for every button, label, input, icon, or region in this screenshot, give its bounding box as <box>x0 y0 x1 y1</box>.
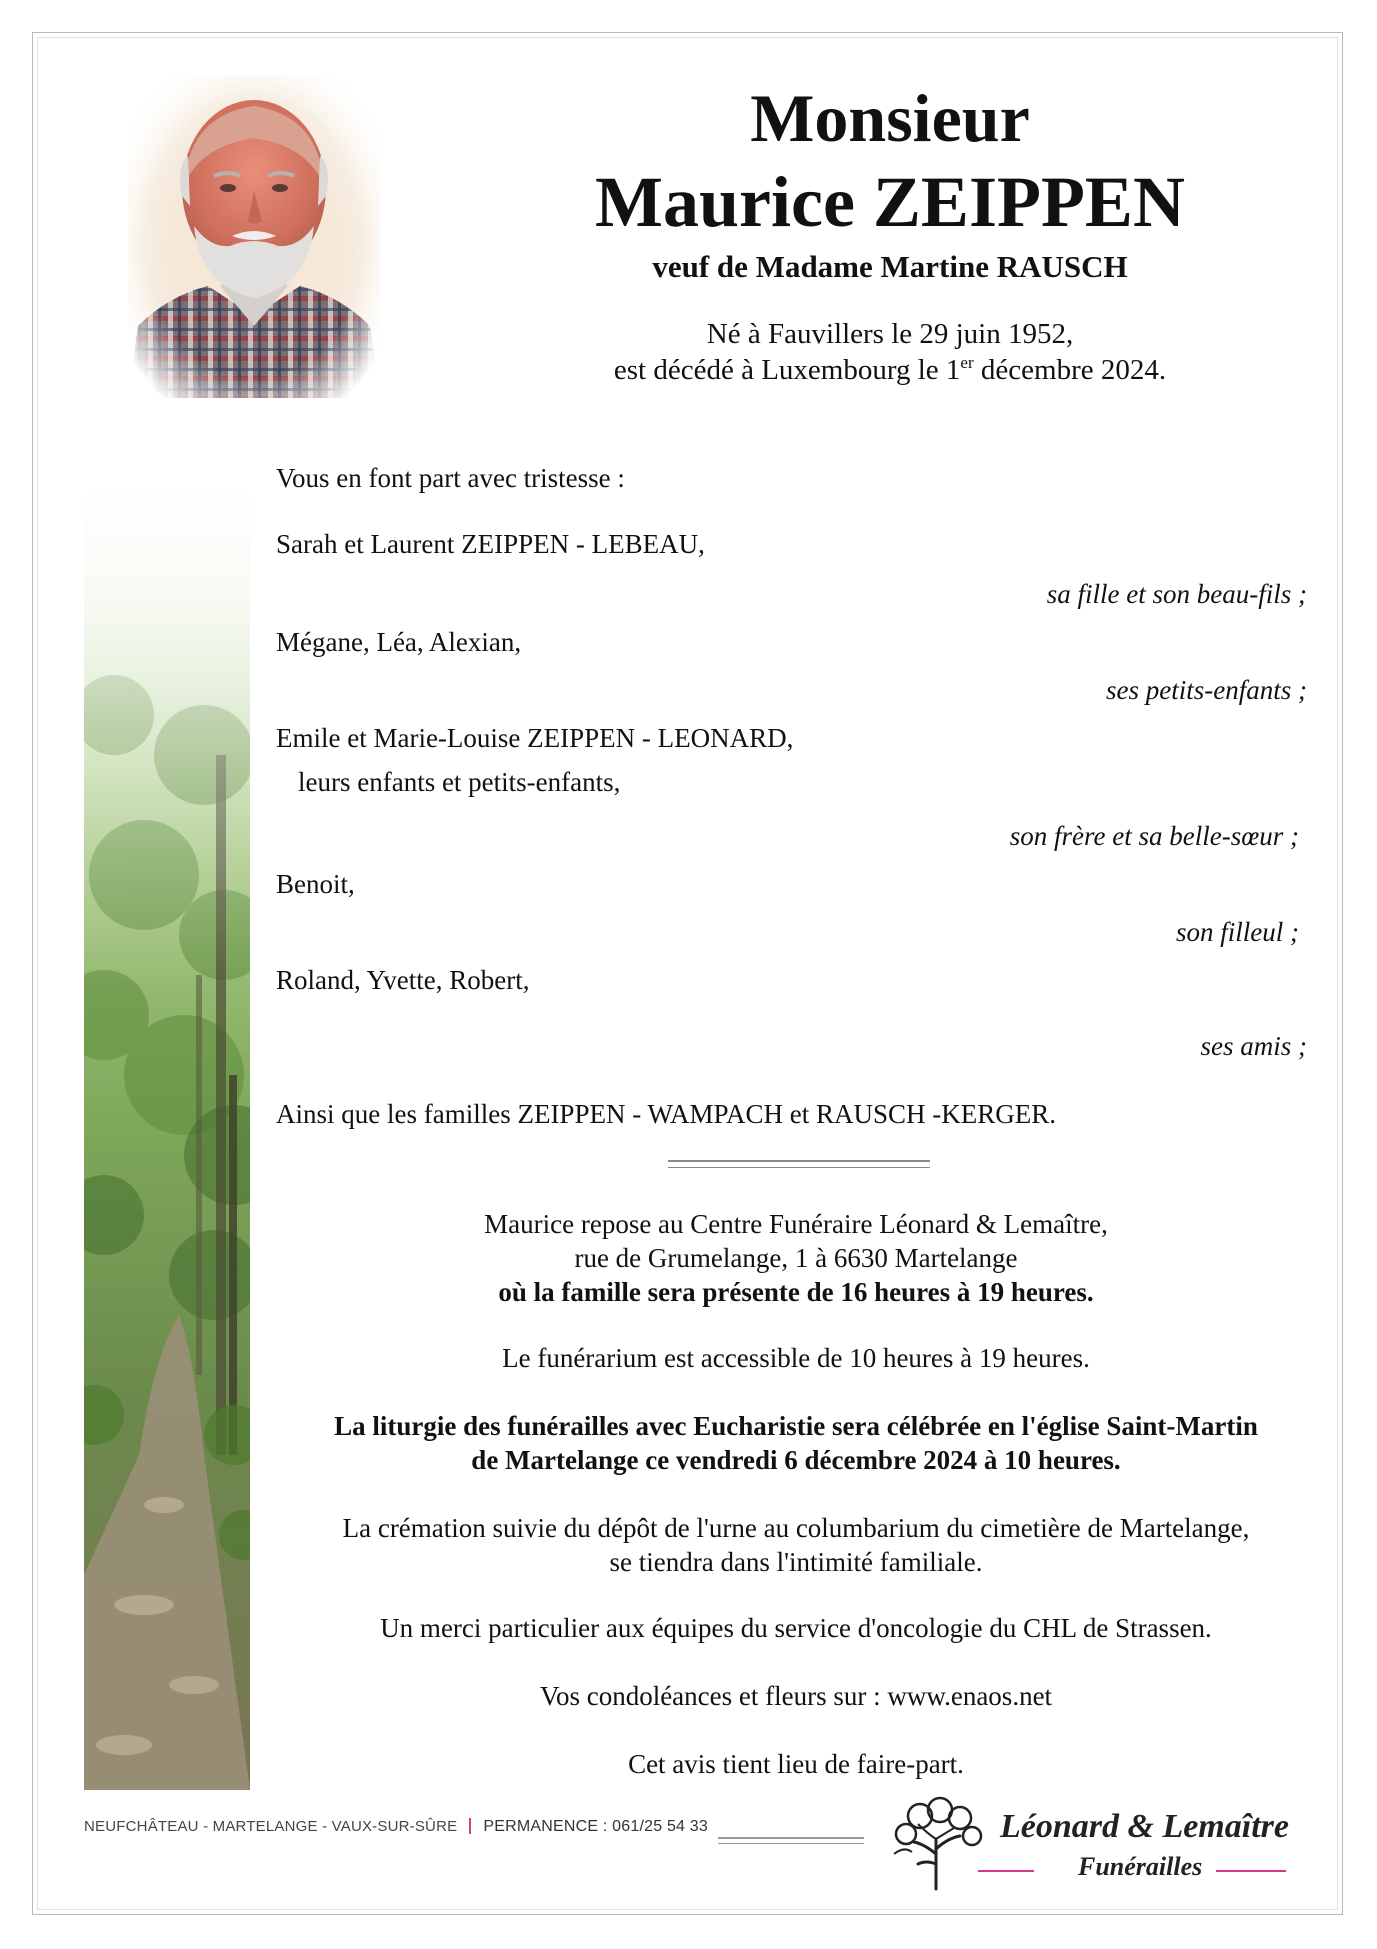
family-subline: leurs enfants et petits-enfants, <box>298 767 621 797</box>
deceased-name: Maurice ZEIPPEN <box>595 162 1185 242</box>
title: Monsieur <box>750 80 1030 156</box>
thanks-line: Un merci particulier aux équipes du service d'oncologie du CHL de Strassen. <box>380 1613 1212 1643</box>
portrait-photo <box>128 76 380 398</box>
family-relation: ses amis ; <box>1200 1031 1307 1061</box>
family-names: Roland, Yvette, Robert, <box>276 965 530 995</box>
funeral-home-subtitle: Funérailles <box>1078 1852 1203 1881</box>
notice-line: Cet avis tient lieu de faire-part. <box>628 1749 964 1779</box>
separator <box>668 1160 930 1162</box>
footer-separator <box>718 1843 864 1844</box>
logo-accent-line <box>978 1870 1034 1872</box>
family-names: Emile et Marie-Louise ZEIPPEN - LEONARD, <box>276 723 794 753</box>
family-relation: son filleul ; <box>1176 917 1299 947</box>
condolences-line: Vos condoléances et fleurs sur : www.enaos.net <box>539 1681 1053 1711</box>
death-line: est décédé à Luxembourg le 1er décembre 2024. <box>613 353 1167 387</box>
family-relation: son frère et sa belle-sœur ; <box>1009 821 1299 851</box>
forest-path-image <box>84 455 250 1790</box>
family-names: Benoit, <box>276 869 355 899</box>
footer-separator <box>718 1837 864 1839</box>
birth-death-info <box>470 316 1310 389</box>
footer-permanence: PERMANENCE : 061/25 54 33 <box>483 1818 708 1835</box>
family-relation: ses petits-enfants ; <box>1106 675 1307 705</box>
intro-line: Vous en font part avec tristesse : <box>276 463 625 493</box>
family-names: Mégane, Léa, Alexian, <box>276 627 522 657</box>
footer-locations: NEUFCHÂTEAU - MARTELANGE - VAUX-SUR-SÛRE <box>84 1818 458 1835</box>
funerarium-hours: Le funérarium est accessible de 10 heures à 19 heures. <box>502 1343 1090 1373</box>
cremation-info: La crémation suivie du dépôt de l'urne au columbarium du cimetière de Martelange, se tiendra dans l'intimité familiale. <box>342 1513 1250 1577</box>
separator <box>668 1167 930 1168</box>
birth-line: Né à Fauvillers le 29 juin 1952, <box>706 318 1074 350</box>
logo-accent-line <box>1216 1870 1286 1872</box>
widow-line: veuf de Madame Martine RAUSCH <box>652 249 1128 284</box>
footer-contact <box>84 1818 708 1836</box>
liturgy-info: La liturgie des funérailles avec Eucharistie sera célébrée en l'église Saint-Martin de Martelange ce vendredi 6 décembre 2024 à 10 heures. <box>334 1411 1258 1475</box>
tree-logo-icon <box>884 1794 994 1899</box>
footer-divider <box>469 1818 471 1834</box>
funeral-home-name: Léonard & Lemaître <box>1000 1808 1289 1845</box>
repose-info: Maurice repose au Centre Funéraire Léonard & Lemaître, rue de Grumelange, 1 à 6630 Martelange où la famille sera présente de 16 heures à 19 heures. <box>484 1209 1108 1307</box>
family-names: Sarah et Laurent ZEIPPEN - LEBEAU, <box>276 529 705 559</box>
family-relation: sa fille et son beau-fils ; <box>1046 579 1307 609</box>
other-families: Ainsi que les familles ZEIPPEN - WAMPACH et RAUSCH -KERGER. <box>276 1099 1057 1129</box>
